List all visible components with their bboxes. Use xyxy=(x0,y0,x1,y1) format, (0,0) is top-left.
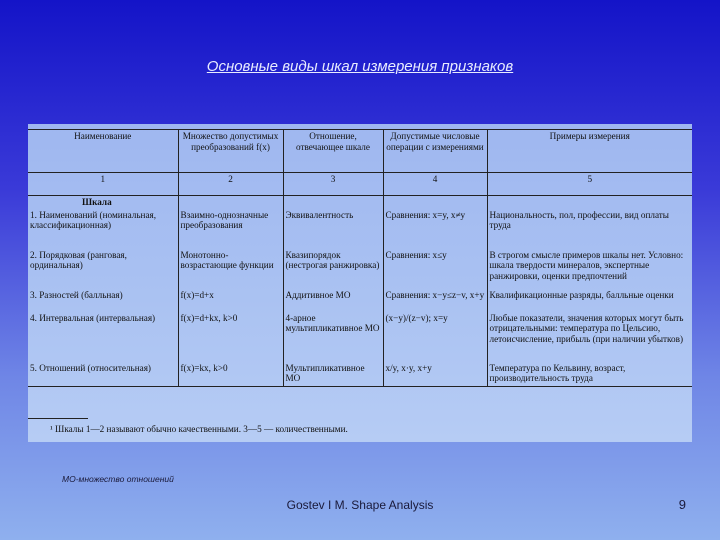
cell-name: 4. Интервальная (интервальная) xyxy=(28,312,178,362)
section-row xyxy=(28,196,692,209)
measurement-scales-table xyxy=(28,129,692,387)
header-name: Наименование xyxy=(28,130,178,173)
cell-operations: Сравнения: x≤y xyxy=(383,249,487,289)
column-number: 4 xyxy=(383,173,487,196)
cell-transform: Взаимно-однозначные преобразования xyxy=(178,209,283,249)
footnote-divider xyxy=(28,418,88,419)
header-operations: Допустимые числовые операции с измерениями xyxy=(383,130,487,173)
column-number: 1 xyxy=(28,173,178,196)
slide-title: Основные виды шкал измерения признаков xyxy=(206,58,514,75)
cell-examples: Температура по Кельвину, возраст, производительность труда xyxy=(487,362,692,387)
header-examples: Примеры измерения xyxy=(487,130,692,173)
page-number: 9 xyxy=(678,497,686,512)
column-number: 5 xyxy=(487,173,692,196)
column-number: 3 xyxy=(283,173,383,196)
cell-examples: В строгом смысле примеров шкалы нет. Условно: шкала твердости минералов, экспертные ранжировки, оценки предпочтений xyxy=(489,249,684,281)
cell-examples: Любые показатели, значения которых могут быть отрицательными: температура по Цельсию, летоисчисление, прибыль (при наличии убытков) xyxy=(489,312,684,344)
column-number-row xyxy=(28,173,692,196)
header-relation: Отношение, отвечающее шкале xyxy=(283,130,383,173)
table-row xyxy=(28,289,692,312)
table-row xyxy=(28,209,692,249)
table-header-row xyxy=(28,130,692,173)
table-row xyxy=(28,249,692,289)
cell-examples: Национальность, пол, профессии, вид оплаты труда xyxy=(489,209,669,230)
header-transform: Множество допустимых преобразований f(x) xyxy=(178,130,283,173)
cell-operations: x/y, x·y, x+y xyxy=(383,362,487,387)
cell-relation: Мультипликативное МО xyxy=(283,362,383,387)
cell-operations: (x−y)/(z−v); x=y xyxy=(383,312,487,362)
column-number: 2 xyxy=(178,173,283,196)
cell-operations: Сравнения: x−y≤z−v, x+y xyxy=(383,289,487,312)
cell-transform: Монотонно-возрастающие функции xyxy=(178,249,283,289)
cell-name: 2. Порядковая (ранговая, ординальная) xyxy=(28,249,178,289)
cell-name: 3. Разностей (балльная) xyxy=(28,289,178,312)
cell-relation: Квазипорядок (нестрогая ранжировка) xyxy=(283,249,383,289)
cell-relation: 4-арное мультипликативное МО xyxy=(283,312,383,362)
table-footnote: ¹ Шкалы 1—2 называют обычно качественными. 3—5 — количественными. xyxy=(50,424,348,434)
cell-name: 1. Наименований (номинальная, классификационная) xyxy=(28,209,178,249)
table-row xyxy=(28,312,692,362)
cell-transform: f(x)=d+x xyxy=(178,289,283,312)
footer-text: Gostev I M. Shape Analysis xyxy=(286,498,434,512)
cell-name: 5. Отношений (относительная) xyxy=(28,362,178,387)
cell-operations: Сравнения: x=y, x≠y xyxy=(383,209,487,249)
cell-transform: f(x)=d+kx, k>0 xyxy=(178,312,283,362)
cell-relation: Эквивалентность xyxy=(283,209,383,249)
cell-examples: Квалификационные разряды, балльные оценки xyxy=(489,289,674,300)
cell-transform: f(x)=kx, k>0 xyxy=(178,362,283,387)
section-label: Шкала xyxy=(28,196,178,209)
legend-note: МО-множество отношений xyxy=(62,474,174,484)
cell-relation: Аддитивное МО xyxy=(283,289,383,312)
table-row xyxy=(28,362,692,387)
